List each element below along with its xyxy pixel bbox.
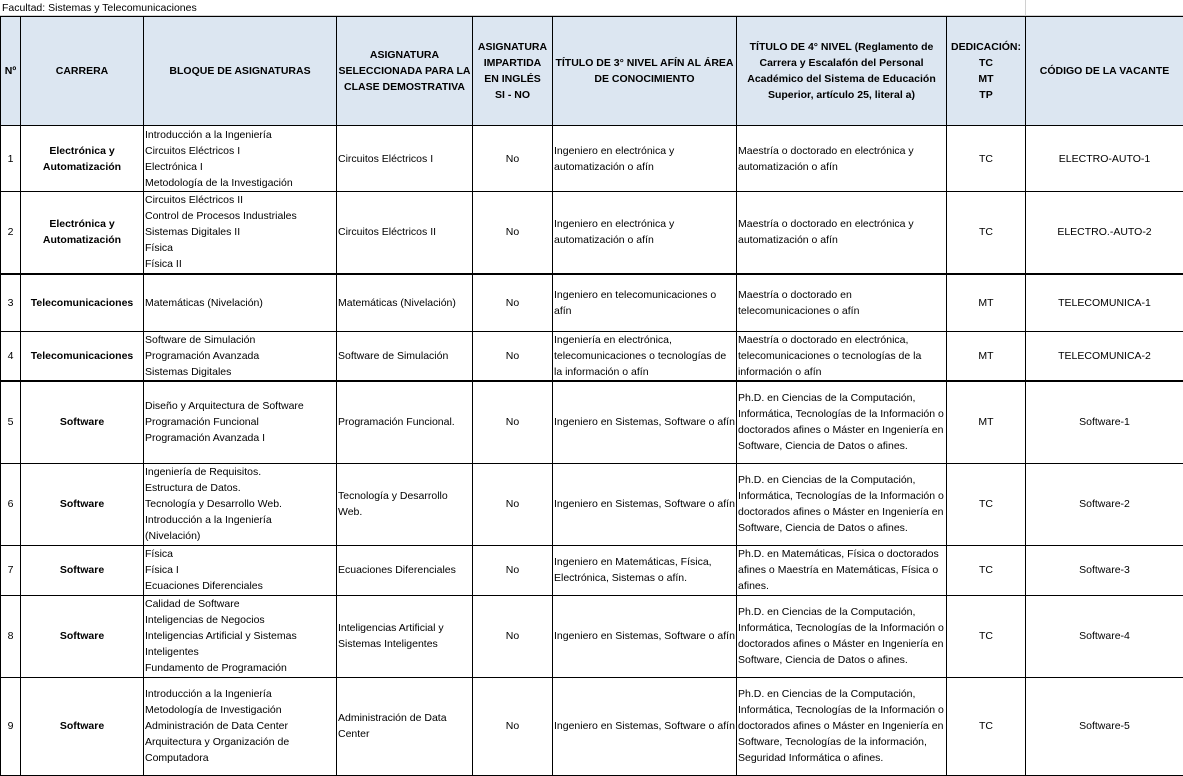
block-item: Física (145, 546, 335, 562)
row-num: 1 (1, 126, 21, 192)
block-item: Computadora (145, 750, 335, 766)
table-row (1, 677, 1183, 775)
row-english: No (473, 126, 553, 192)
row-fourth-level: Maestría o doctorado en electrónica y automatización o afín (737, 192, 947, 274)
header-dedication-line: MT (948, 71, 1024, 87)
block-item: Ingeniería de Requisitos. (145, 464, 335, 480)
row-code: Software-5 (1026, 677, 1183, 775)
row-subject: Inteligencias Artificial y Sistemas Inteligentes (337, 595, 473, 677)
row-career: Electrónica y Automatización (21, 192, 144, 274)
table-row (1, 595, 1183, 677)
row-dedication: TC (947, 463, 1026, 545)
row-subject: Ecuaciones Diferenciales (337, 545, 473, 595)
row-num: 8 (1, 595, 21, 677)
row-num: 7 (1, 545, 21, 595)
row-dedication: MT (947, 274, 1026, 332)
block-item: Software de Simulación (145, 332, 335, 348)
row-third-level: Ingeniero en Sistemas, Software o afín (553, 677, 737, 775)
header-dedication (947, 17, 1026, 126)
row-career: Telecomunicaciones (21, 332, 144, 382)
row-block (144, 332, 337, 382)
block-item: Administración de Data Center (145, 718, 335, 734)
block-item: Introducción a la Ingeniería (145, 686, 335, 702)
header-third-level: TÍTULO DE 3° NIVEL AFÍN AL ÁREA DE CONOCIMIENTO (553, 17, 737, 126)
header-dedication-line: TC (948, 55, 1024, 71)
row-subject: Software de Simulación (337, 332, 473, 382)
row-third-level: Ingeniero en electrónica y automatización o afín (553, 192, 737, 274)
row-subject: Tecnología y Desarrollo Web. (337, 463, 473, 545)
block-item: Electrónica I (145, 159, 335, 175)
row-english: No (473, 545, 553, 595)
empty-cell (1025, 0, 1183, 16)
row-block (144, 274, 337, 332)
row-dedication: TC (947, 595, 1026, 677)
block-item: Programación Avanzada (145, 348, 335, 364)
faculty-label: Facultad: Sistemas y Telecomunicaciones (0, 0, 1025, 16)
row-career: Software (21, 595, 144, 677)
row-dedication: TC (947, 126, 1026, 192)
row-block (144, 595, 337, 677)
row-fourth-level: Ph.D. en Matemáticas, Física o doctorados afines o Maestría en Matemáticas, Física o afines. (737, 545, 947, 595)
row-block (144, 545, 337, 595)
block-item: Circuitos Eléctricos II (145, 192, 335, 208)
row-fourth-level: Ph.D. en Ciencias de la Computación, Informática, Tecnologías de la Información o doctorados afines o Máster en Ingeniería en Software, Ciencia de Datos o afines. (737, 595, 947, 677)
row-code: Software-2 (1026, 463, 1183, 545)
header-block: BLOQUE DE ASIGNATURAS (144, 17, 337, 126)
row-block (144, 463, 337, 545)
header-code: CÓDIGO DE LA VACANTE (1026, 17, 1183, 126)
row-block (144, 381, 337, 463)
row-third-level: Ingeniero en Sistemas, Software o afín (553, 381, 737, 463)
table-row (1, 274, 1183, 332)
block-item: Inteligencias Artificial y Sistemas (145, 628, 335, 644)
row-code: Software-1 (1026, 381, 1183, 463)
row-fourth-level: Maestría o doctorado en electrónica, telecomunicaciones o tecnologías de la información o afín (737, 332, 947, 382)
row-num: 6 (1, 463, 21, 545)
block-item: Calidad de Software (145, 596, 335, 612)
row-third-level: Ingeniería en electrónica, telecomunicaciones o tecnologías de la información o afín (553, 332, 737, 382)
row-code: TELECOMUNICA-1 (1026, 274, 1183, 332)
row-code: Software-4 (1026, 595, 1183, 677)
row-career: Software (21, 463, 144, 545)
table-row (1, 192, 1183, 274)
header-career: CARRERA (21, 17, 144, 126)
block-item: Programación Funcional (145, 414, 335, 430)
header-english-line: EN INGLÉS (474, 71, 551, 87)
row-english: No (473, 192, 553, 274)
row-num: 2 (1, 192, 21, 274)
block-item: Diseño y Arquitectura de Software (145, 398, 335, 414)
block-item: Fundamento de Programación (145, 660, 335, 676)
row-subject: Circuitos Eléctricos II (337, 192, 473, 274)
row-fourth-level: Ph.D. en Ciencias de la Computación, Informática, Tecnologías de la Información o doctorados afines o Máster en Ingeniería en Software, Ciencia de Datos o afines. (737, 381, 947, 463)
row-num: 3 (1, 274, 21, 332)
header-dedication-line: TP (948, 87, 1024, 103)
row-code: Software-3 (1026, 545, 1183, 595)
row-fourth-level: Ph.D. en Ciencias de la Computación, Informática, Tecnologías de la Información o doctorados afines o Máster en Ingeniería en Software, Ciencia de Datos o afines. (737, 463, 947, 545)
table-row (1, 545, 1183, 595)
row-code: ELECTRO-AUTO-1 (1026, 126, 1183, 192)
block-item: Control de Procesos Industriales (145, 208, 335, 224)
row-third-level: Ingeniero en Sistemas, Software o afín (553, 463, 737, 545)
row-english: No (473, 463, 553, 545)
header-dedication-line: DEDICACIÓN: (948, 39, 1024, 55)
block-item: Ecuaciones Diferenciales (145, 578, 335, 594)
row-career: Electrónica y Automatización (21, 126, 144, 192)
row-dedication: TC (947, 677, 1026, 775)
row-english: No (473, 332, 553, 382)
row-third-level: Ingeniero en telecomunicaciones o afín (553, 274, 737, 332)
block-item: Metodología de Investigación (145, 702, 335, 718)
row-third-level: Ingeniero en Matemáticas, Física, Electrónica, Sistemas o afín. (553, 545, 737, 595)
row-num: 4 (1, 332, 21, 382)
row-block (144, 677, 337, 775)
row-third-level: Ingeniero en electrónica y automatización o afín (553, 126, 737, 192)
block-item: Sistemas Digitales II (145, 224, 335, 240)
table-row (1, 126, 1183, 192)
block-item: Inteligentes (145, 644, 335, 660)
row-english: No (473, 274, 553, 332)
block-item: Tecnología y Desarrollo Web. (145, 496, 335, 512)
row-subject: Matemáticas (Nivelación) (337, 274, 473, 332)
row-english: No (473, 595, 553, 677)
block-item: Circuitos Eléctricos I (145, 143, 335, 159)
block-item: Introducción a la Ingeniería (145, 127, 335, 143)
row-career: Software (21, 381, 144, 463)
table-row (1, 463, 1183, 545)
row-subject: Administración de Data Center (337, 677, 473, 775)
block-item: Física (145, 240, 335, 256)
row-fourth-level: Maestría o doctorado en telecomunicaciones o afín (737, 274, 947, 332)
block-item: Física II (145, 256, 335, 272)
row-fourth-level: Ph.D. en Ciencias de la Computación, Informática, Tecnologías de la Información o doctorados afines o Máster en Ingeniería en Software, Tecnologías de la información, Seguridad Informática o afines. (737, 677, 947, 775)
block-item: Programación Avanzada I (145, 430, 335, 446)
row-num: 9 (1, 677, 21, 775)
block-item: Arquitectura y Organización de (145, 734, 335, 750)
block-item: Física I (145, 562, 335, 578)
row-dedication: TC (947, 192, 1026, 274)
row-english: No (473, 677, 553, 775)
row-career: Telecomunicaciones (21, 274, 144, 332)
row-block (144, 192, 337, 274)
block-item: Sistemas Digitales (145, 364, 335, 380)
block-item: Matemáticas (Nivelación) (145, 295, 335, 311)
row-dedication: MT (947, 381, 1026, 463)
row-english: No (473, 381, 553, 463)
row-third-level: Ingeniero en Sistemas, Software o afín (553, 595, 737, 677)
header-english-line: ASIGNATURA (474, 39, 551, 55)
block-item: Estructura de Datos. (145, 480, 335, 496)
table-row (1, 332, 1183, 382)
header-fourth-level: TÍTULO DE 4° NIVEL (Reglamento de Carrera y Escalafón del Personal Académico del Sistema de Educación Superior, artículo 25, literal a) (737, 17, 947, 126)
row-fourth-level: Maestría o doctorado en electrónica y automatización o afín (737, 126, 947, 192)
row-dedication: MT (947, 332, 1026, 382)
block-item: Introducción a la Ingeniería (145, 512, 335, 528)
header-english-line: IMPARTIDA (474, 55, 551, 71)
row-block (144, 126, 337, 192)
row-code: ELECTRO.-AUTO-2 (1026, 192, 1183, 274)
row-code: TELECOMUNICA-2 (1026, 332, 1183, 382)
header-row (1, 17, 1183, 126)
vacancies-table (0, 16, 1183, 776)
block-item: Metodología de la Investigación (145, 175, 335, 191)
header-english-line: SI - NO (474, 87, 551, 103)
header-subject: ASIGNATURA SELECCIONADA PARA LA CLASE DEMOSTRATIVA (337, 17, 473, 126)
row-subject: Circuitos Eléctricos I (337, 126, 473, 192)
block-item: (Nivelación) (145, 528, 335, 544)
row-dedication: TC (947, 545, 1026, 595)
header-english (473, 17, 553, 126)
row-career: Software (21, 545, 144, 595)
row-subject: Programación Funcional. (337, 381, 473, 463)
row-num: 5 (1, 381, 21, 463)
row-career: Software (21, 677, 144, 775)
header-num: Nº (1, 17, 21, 126)
block-item: Inteligencias de Negocios (145, 612, 335, 628)
table-row (1, 381, 1183, 463)
